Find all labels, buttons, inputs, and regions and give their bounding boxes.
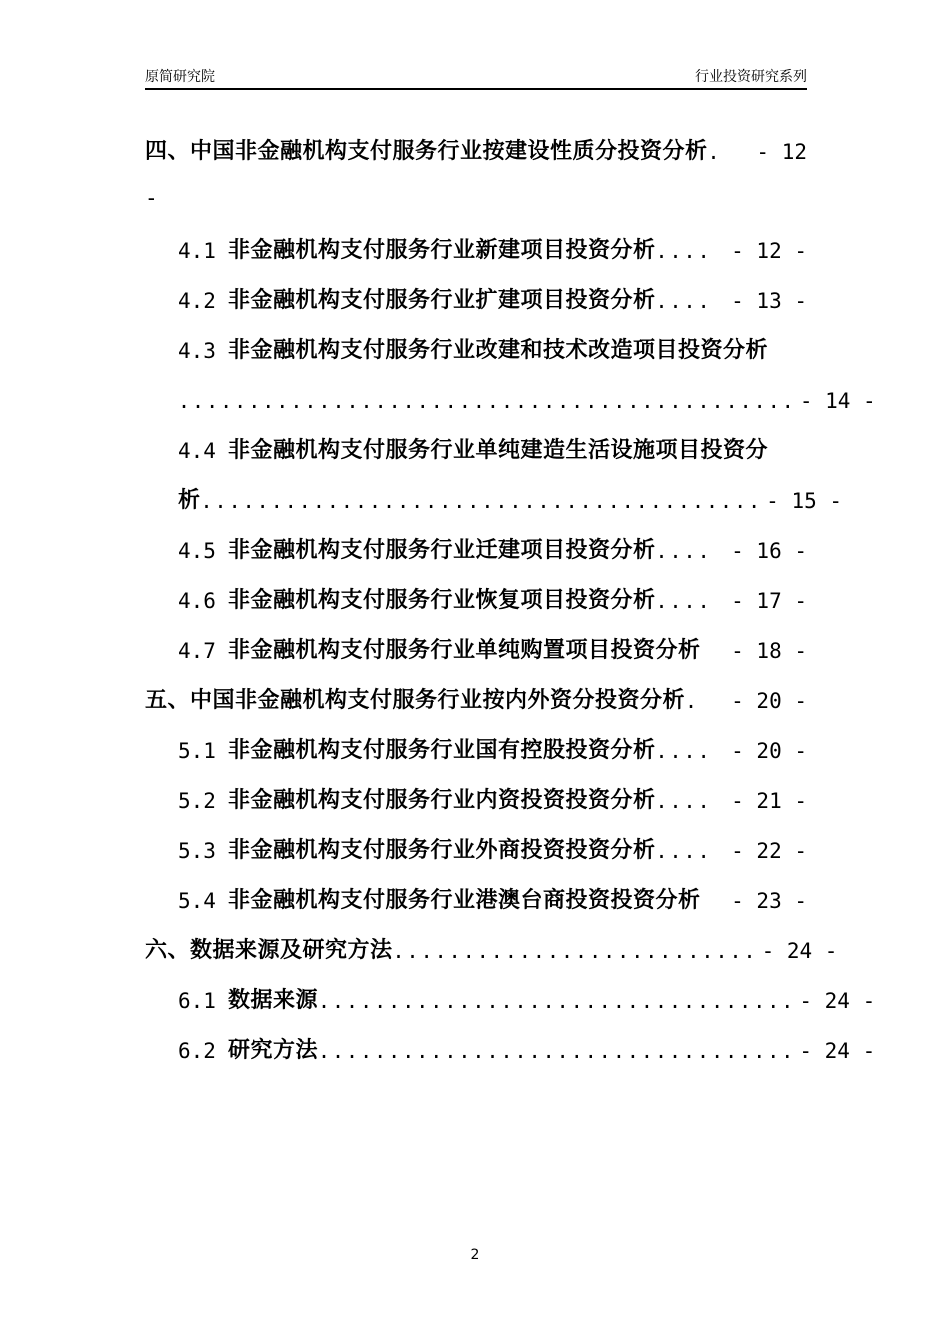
toc-page-number: - 18 -	[731, 639, 807, 663]
toc-entry-5-2[interactable]	[178, 786, 807, 816]
toc-page-number: - 24 -	[761, 939, 838, 963]
toc-leader-dots: ....	[655, 289, 712, 313]
toc-page-number: - 13 -	[731, 289, 807, 313]
toc-entry-4-3-continuation[interactable]	[178, 386, 876, 416]
toc-entry-title: 非金融机构支付服务行业扩建项目投资分析	[227, 288, 656, 313]
toc-leader-dots: ....	[655, 739, 712, 763]
toc-entry-4-5[interactable]	[178, 536, 807, 566]
toc-entry-4-6[interactable]	[178, 586, 807, 616]
toc-entry-title: 非金融机构支付服务行业单纯购置项目投资分析	[227, 638, 701, 663]
toc-entry-number: 4.3	[178, 339, 216, 363]
toc-entry-4-4-continuation[interactable]	[178, 486, 843, 516]
toc-page-number: - 20 -	[731, 739, 807, 763]
toc-leader-dots: ..................................	[317, 989, 796, 1013]
toc-page-number: - 22 -	[731, 839, 807, 863]
toc-entry-number: 6.2	[178, 1039, 216, 1063]
toc-entry-number: 4.4	[178, 439, 216, 463]
toc-leader-dots: ....	[655, 239, 712, 263]
toc-entry-number: 4.2	[178, 289, 216, 313]
toc-entry-title: 五、中国非金融机构支付服务行业按内外资分投资分析	[145, 688, 686, 713]
toc-entry-title: 研究方法	[227, 1038, 318, 1063]
toc-entry-4-7[interactable]	[178, 636, 807, 666]
toc-entry-title: 非金融机构支付服务行业恢复项目投资分析	[227, 588, 656, 613]
header-org-name: 原简研究院	[145, 69, 215, 85]
toc-page-number: - 20 -	[731, 689, 807, 713]
toc-entry-number: 5.3	[178, 839, 216, 863]
toc-page-number: - 17 -	[731, 589, 807, 613]
toc-leader-dots: ............................................	[178, 389, 796, 413]
toc-entry-title-continuation: 析	[178, 488, 201, 513]
toc-entry-number: 4.1	[178, 239, 216, 263]
page-number-footer: 2	[470, 1247, 480, 1263]
toc-entry-title: 四、中国非金融机构支付服务行业按建设性质分投资分析	[145, 139, 708, 164]
toc-entry-title: 非金融机构支付服务行业改建和技术改造项目投资分析	[227, 338, 768, 363]
toc-page-number: - 16 -	[731, 539, 807, 563]
toc-entry-title: 非金融机构支付服务行业新建项目投资分析	[227, 238, 656, 263]
toc-entry-number: 4.7	[178, 639, 216, 663]
toc-entry-number: 6.1	[178, 989, 216, 1013]
toc-page-number: - 24 -	[799, 989, 876, 1013]
toc-leader-dots: ..........................	[392, 939, 758, 963]
toc-leader-dots: ....	[655, 789, 712, 813]
toc-entry-number: 4.5	[178, 539, 216, 563]
toc-leader-dots: ....	[655, 589, 712, 613]
toc-entry-4-3[interactable]	[178, 336, 807, 366]
toc-entry-number: 5.1	[178, 739, 216, 763]
toc-entry-section-6[interactable]	[145, 936, 838, 966]
toc-entry-section-4[interactable]	[145, 137, 807, 167]
toc-entry-number: 5.4	[178, 889, 216, 913]
toc-page-number: - 12 -	[731, 239, 807, 263]
toc-entry-6-2[interactable]	[178, 1036, 876, 1066]
toc-entry-section-5[interactable]	[145, 686, 807, 716]
toc-leader-dots: .	[685, 689, 700, 713]
toc-entry-5-3[interactable]	[178, 836, 807, 866]
toc-entry-number: 4.6	[178, 589, 216, 613]
header-series-name: 行业投资研究系列	[695, 69, 807, 85]
toc-entry-4-4[interactable]	[178, 436, 807, 466]
page-header	[145, 64, 807, 90]
toc-leader-dots: ....	[655, 539, 712, 563]
toc-entry-title: 非金融机构支付服务行业内资投资投资分析	[227, 788, 656, 813]
toc-entry-title: 非金融机构支付服务行业单纯建造生活设施项目投资分	[227, 438, 768, 463]
toc-page-number-continuation: -	[145, 186, 158, 210]
toc-page-number: - 15 -	[766, 489, 843, 513]
toc-page-number: - 24 -	[799, 1039, 876, 1063]
toc-entry-4-1[interactable]	[178, 236, 807, 266]
toc-page-number: - 12	[756, 140, 807, 164]
toc-entry-title: 非金融机构支付服务行业国有控股投资分析	[227, 738, 656, 763]
toc-entry-title: 非金融机构支付服务行业外商投资投资分析	[227, 838, 656, 863]
toc-entry-title: 数据来源	[227, 988, 318, 1013]
toc-entry-4-2[interactable]	[178, 286, 807, 316]
toc-entry-6-1[interactable]	[178, 986, 876, 1016]
toc-leader-dots: ....	[655, 839, 712, 863]
toc-leader-dots: ........................................	[200, 489, 763, 513]
toc-page-number: - 21 -	[731, 789, 807, 813]
toc-entry-5-1[interactable]	[178, 736, 807, 766]
toc-entry-title: 非金融机构支付服务行业迁建项目投资分析	[227, 538, 656, 563]
toc-entry-number: 5.2	[178, 789, 216, 813]
toc-entry-title: 非金融机构支付服务行业港澳台商投资投资分析	[227, 888, 701, 913]
toc-leader-dots: .	[707, 140, 722, 164]
toc-leader-dots: ..................................	[317, 1039, 796, 1063]
toc-entry-title: 六、数据来源及研究方法	[145, 938, 393, 963]
toc-entry-5-4[interactable]	[178, 886, 807, 916]
toc-page-number: - 23 -	[731, 889, 807, 913]
toc-page-number: - 14 -	[799, 389, 876, 413]
